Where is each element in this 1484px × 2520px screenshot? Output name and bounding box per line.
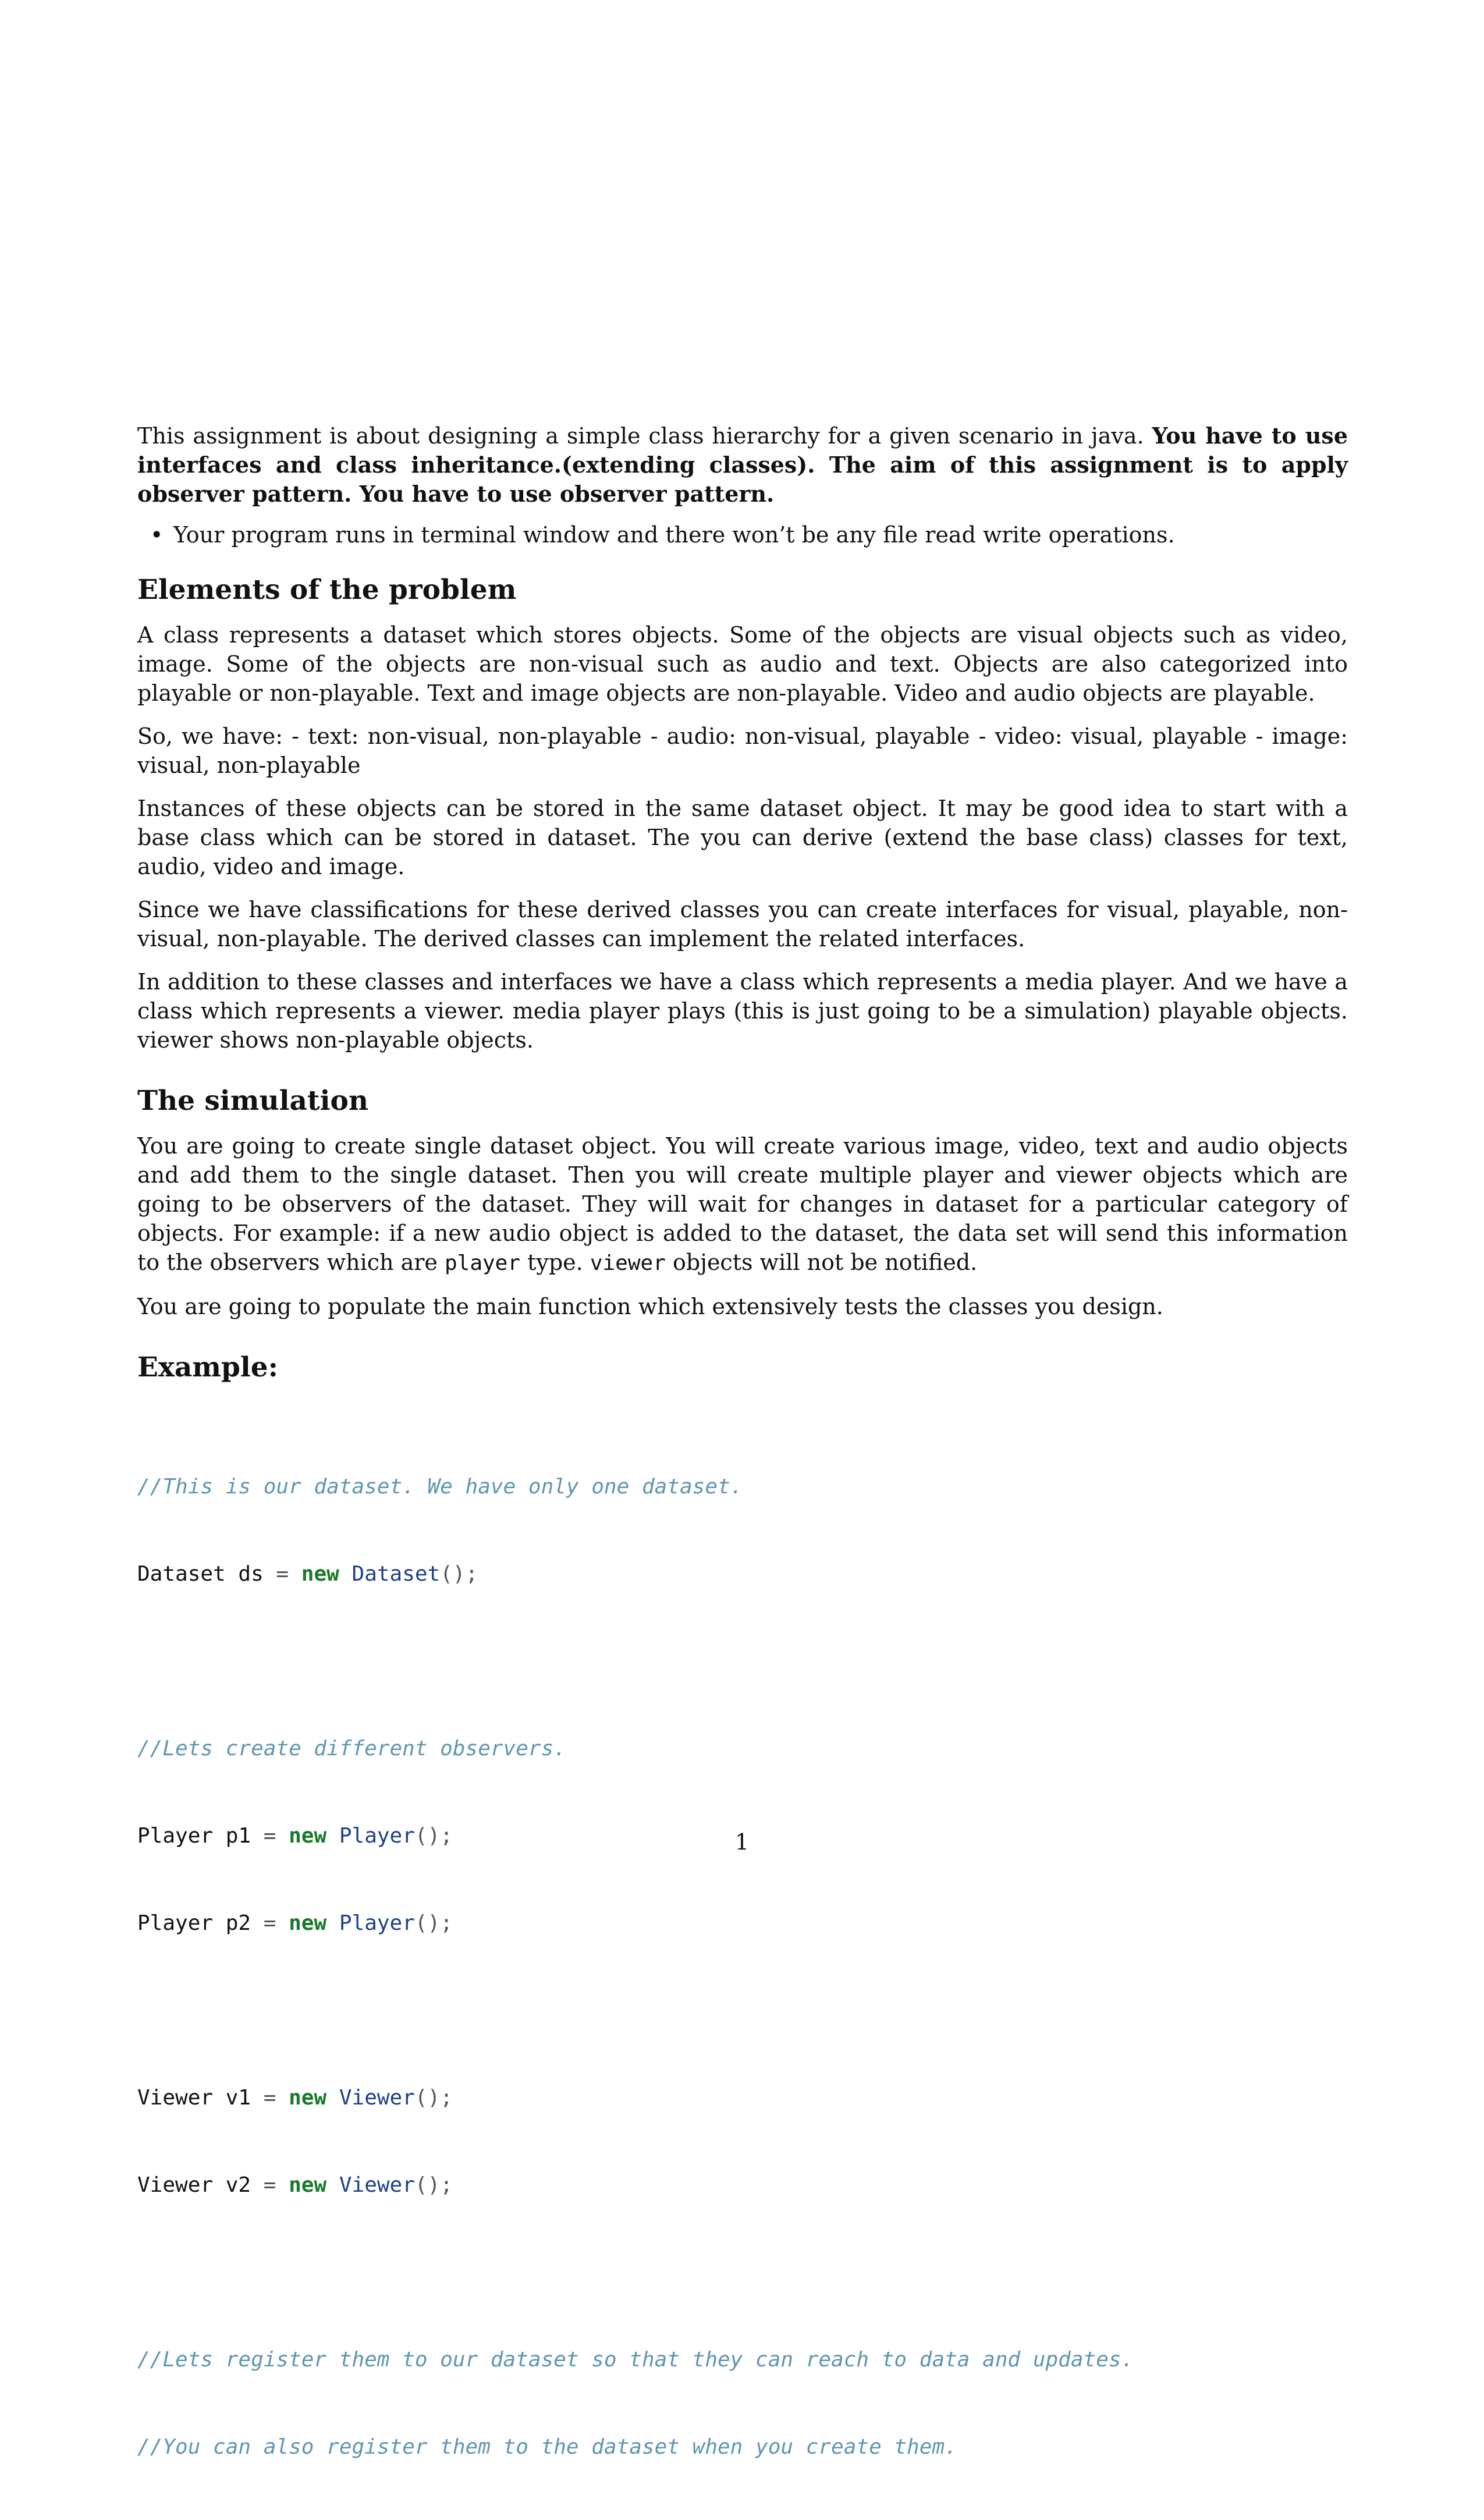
code-operator: = [263, 2086, 276, 2110]
code-operator: = [263, 1911, 276, 1935]
bullet-dot-icon: • [150, 522, 164, 548]
code-line [137, 1909, 1348, 1938]
page-number: 1 [734, 1829, 750, 1855]
code-comment: //You can also register them to the dataset when you create them. [137, 2435, 957, 2459]
code-class: Dataset [352, 1562, 441, 1586]
code-class: Viewer [339, 2173, 415, 2197]
code-type: Dataset [137, 1562, 226, 1586]
bullet-list [137, 520, 1348, 549]
code-blank-line [137, 1996, 1348, 2025]
code-class: Player [339, 1911, 415, 1935]
code-blank-line [137, 1647, 1348, 1676]
code-keyword: new [301, 1562, 339, 1586]
code-punctuation: (); [440, 1562, 478, 1586]
code-type: Player [137, 1824, 214, 1848]
simulation-paragraph-2: You are going to populate the main function which extensively tests the classes you design. [137, 1294, 1163, 1319]
code-punctuation: (); [414, 1911, 453, 1935]
code-variable: p1 [213, 1824, 264, 1848]
section-heading-example: Example: [137, 1351, 278, 1383]
elements-paragraph-5: In addition to these classes and interfaces we have a class which represents a media player. And we have a class which represents a viewer. media player plays (this is just going to be a simulation) playable objects. viewer shows non-playable objects. [137, 969, 1348, 1053]
code-type: Viewer [137, 2173, 214, 2197]
code-comment: //This is our dataset. We have only one dataset. [137, 1475, 743, 1499]
elements-paragraph-4: Since we have classifications for these derived classes you can create interfaces for visual, playable, non-visual, non-playable. The derived classes can implement the related interfaces. [137, 897, 1348, 952]
bullet-text: Your program runs in terminal window and there won’t be any file read write operations. [173, 522, 1175, 548]
code-line [137, 2084, 1348, 2113]
document-page [137, 421, 1348, 2520]
elements-paragraph-2: So, we have: - text: non-visual, non-playable - audio: non-visual, playable - video: visual, playable - image: visual, non-playable [137, 723, 1348, 778]
code-variable: v2 [213, 2173, 264, 2197]
simulation-text-part-3: objects will not be notified. [665, 1250, 978, 1275]
code-keyword: new [289, 1824, 327, 1848]
code-operator: = [276, 1562, 289, 1586]
code-block [137, 1414, 1348, 2520]
elements-paragraph-1: A class represents a dataset which stores objects. Some of the objects are visual objects such as video, image. Some of the objects are non-visual such as audio and text. Objects are also categorized into playable or non-playable. Text and image objects are non-playable. Video and audio objects are playable. [137, 622, 1348, 706]
intro-paragraph [137, 421, 1348, 509]
section-heading-simulation: The simulation [137, 1085, 369, 1117]
code-variable: ds [225, 1562, 276, 1586]
simulation-paragraph-1 [137, 1131, 1348, 1278]
elements-paragraph-3: Instances of these objects can be stored in the same dataset object. It may be good idea to start with a base class which can be stored in dataset. The you can derive (extend the base class) classes for text, audio, video and image. [137, 796, 1348, 879]
code-operator: = [263, 2173, 276, 2197]
code-type: Player [137, 1911, 214, 1935]
section-heading-elements: Elements of the problem [137, 574, 517, 606]
code-comment: //Lets register them to our dataset so that they can reach to data and updates. [137, 2348, 1134, 2372]
code-punctuation: (); [414, 1824, 453, 1848]
bullet-item [150, 520, 1348, 549]
code-line [137, 2171, 1348, 2200]
inline-code-viewer: viewer [590, 1251, 666, 1275]
code-class: Player [339, 1824, 415, 1848]
code-keyword: new [289, 2173, 327, 2197]
code-variable: v1 [213, 2086, 264, 2110]
intro-plain-text: This assignment is about designing a simple class hierarchy for a given scenario in java. [137, 423, 1152, 449]
code-keyword: new [289, 1911, 327, 1935]
code-keyword: new [289, 2086, 327, 2110]
code-type: Viewer [137, 2086, 214, 2110]
code-comment: //Lets create different observers. [137, 1737, 566, 1761]
code-blank-line [137, 2258, 1348, 2287]
code-punctuation: (); [414, 2173, 453, 2197]
simulation-text-part-1: You are going to create single dataset object. You will create various image, video, text and audio objects and add them to the single dataset. Then you will create multiple player and viewer objects which are going to be observers of the dataset. They will wait for changes in dataset for a particular category of objects. For example: if a new audio object is added to the dataset, the data set will send this information to the observers which are [137, 1133, 1348, 1275]
simulation-text-part-2: type. [520, 1250, 590, 1275]
code-class: Viewer [339, 2086, 415, 2110]
code-punctuation: (); [414, 2086, 453, 2110]
inline-code-player: player [444, 1251, 521, 1275]
code-variable: p2 [213, 1911, 264, 1935]
code-line [137, 1560, 1348, 1589]
intro-bold-text: You have to use interfaces and class inheritance.(extending classes). The aim of this assignment is to apply observer pattern. You have to use observer pattern. [137, 423, 1348, 507]
code-operator: = [263, 1824, 276, 1848]
